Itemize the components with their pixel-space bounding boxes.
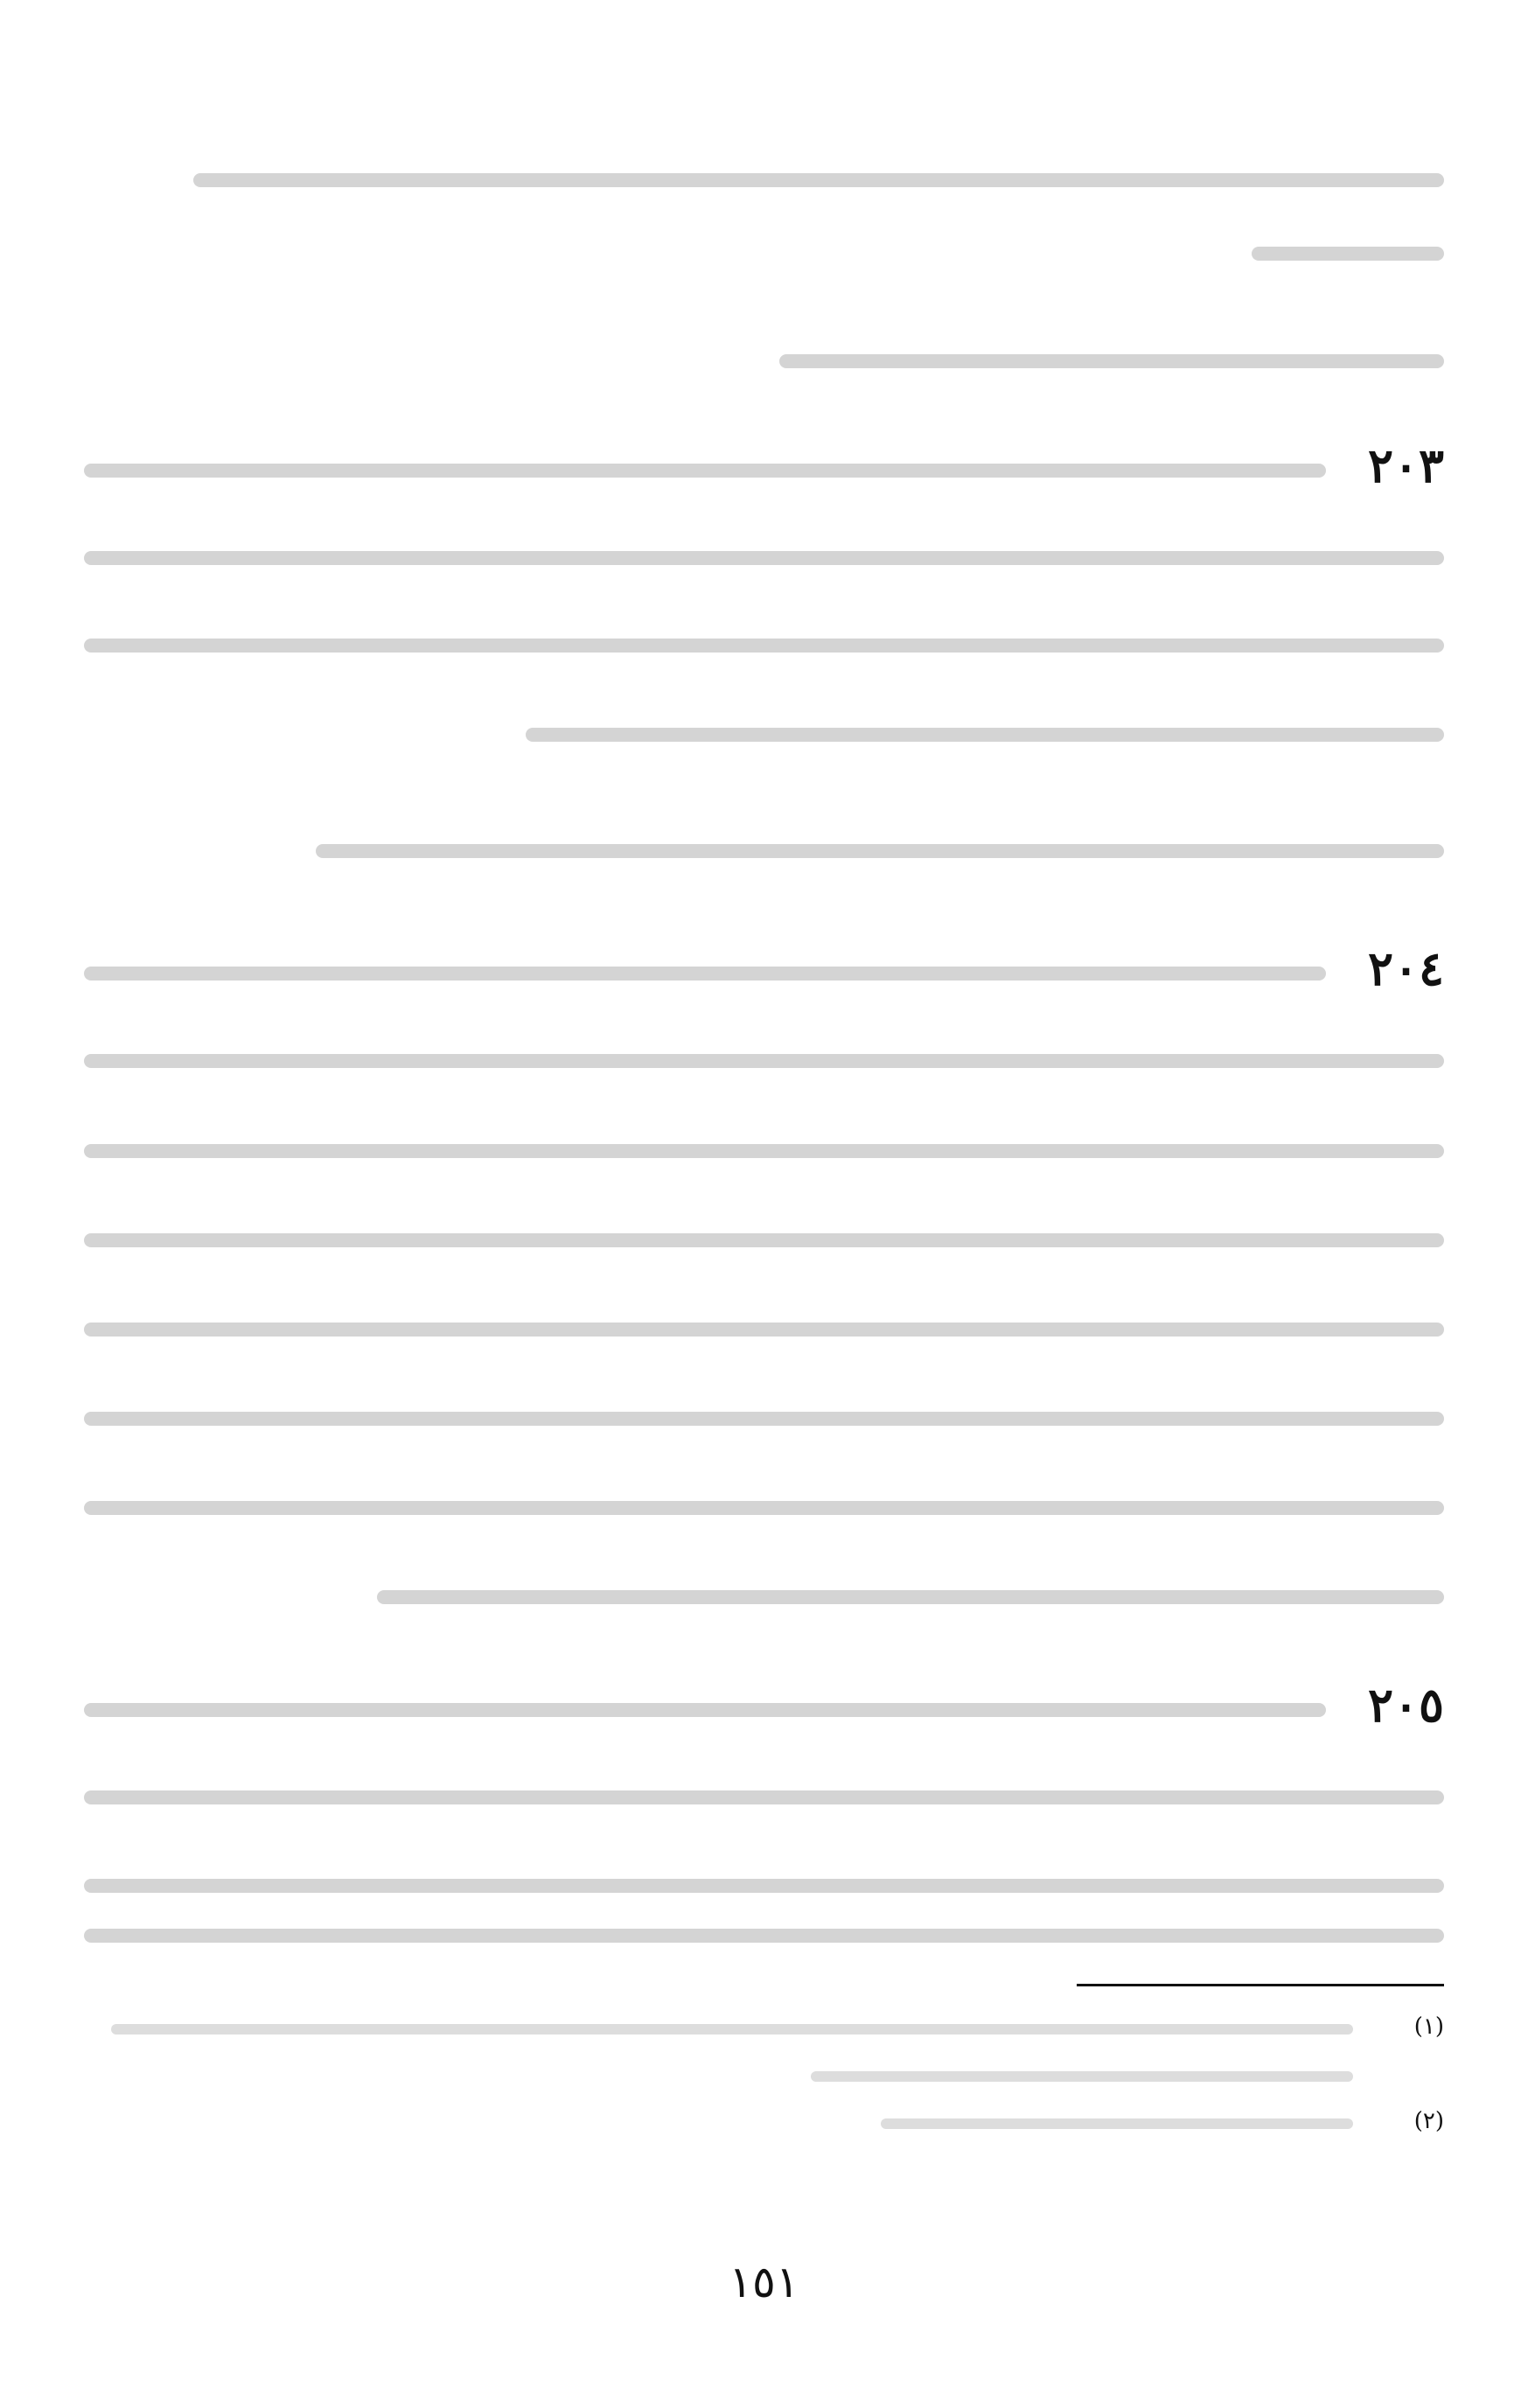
paragraph-number: ٢٠٣ [1367,437,1444,493]
body-text-line [193,173,1444,187]
body-text-line [1252,247,1444,261]
body-text-line [84,1412,1444,1426]
footnote-marker: (١) [1413,2014,1444,2040]
footnote-text-line [811,2071,1353,2082]
body-text-line [84,1323,1444,1337]
body-text-line [84,1501,1444,1515]
body-text-line [84,1703,1326,1717]
body-text-line [377,1590,1444,1604]
body-text-line [779,354,1444,368]
body-text-line [84,1054,1444,1068]
body-text-line [84,1790,1444,1804]
footnote-separator [1077,1984,1444,1986]
body-text-line [84,967,1326,981]
body-text-line [316,844,1444,858]
body-text-line [84,464,1326,478]
body-text-line [84,639,1444,653]
paragraph-number: ٢٠٤ [1367,940,1444,996]
body-text-line [84,1879,1444,1893]
body-text-line [84,551,1444,565]
page-number: ١٥١ [729,2257,799,2307]
footnote-text-line [881,2118,1353,2129]
footnote-text-line [111,2024,1353,2035]
paragraph-number: ٢٠٥ [1367,1677,1444,1733]
footnote-marker: (٢) [1413,2108,1444,2134]
body-text-line [84,1144,1444,1158]
body-text-line [526,728,1444,742]
body-text-line [84,1233,1444,1247]
body-text-line [84,1929,1444,1943]
